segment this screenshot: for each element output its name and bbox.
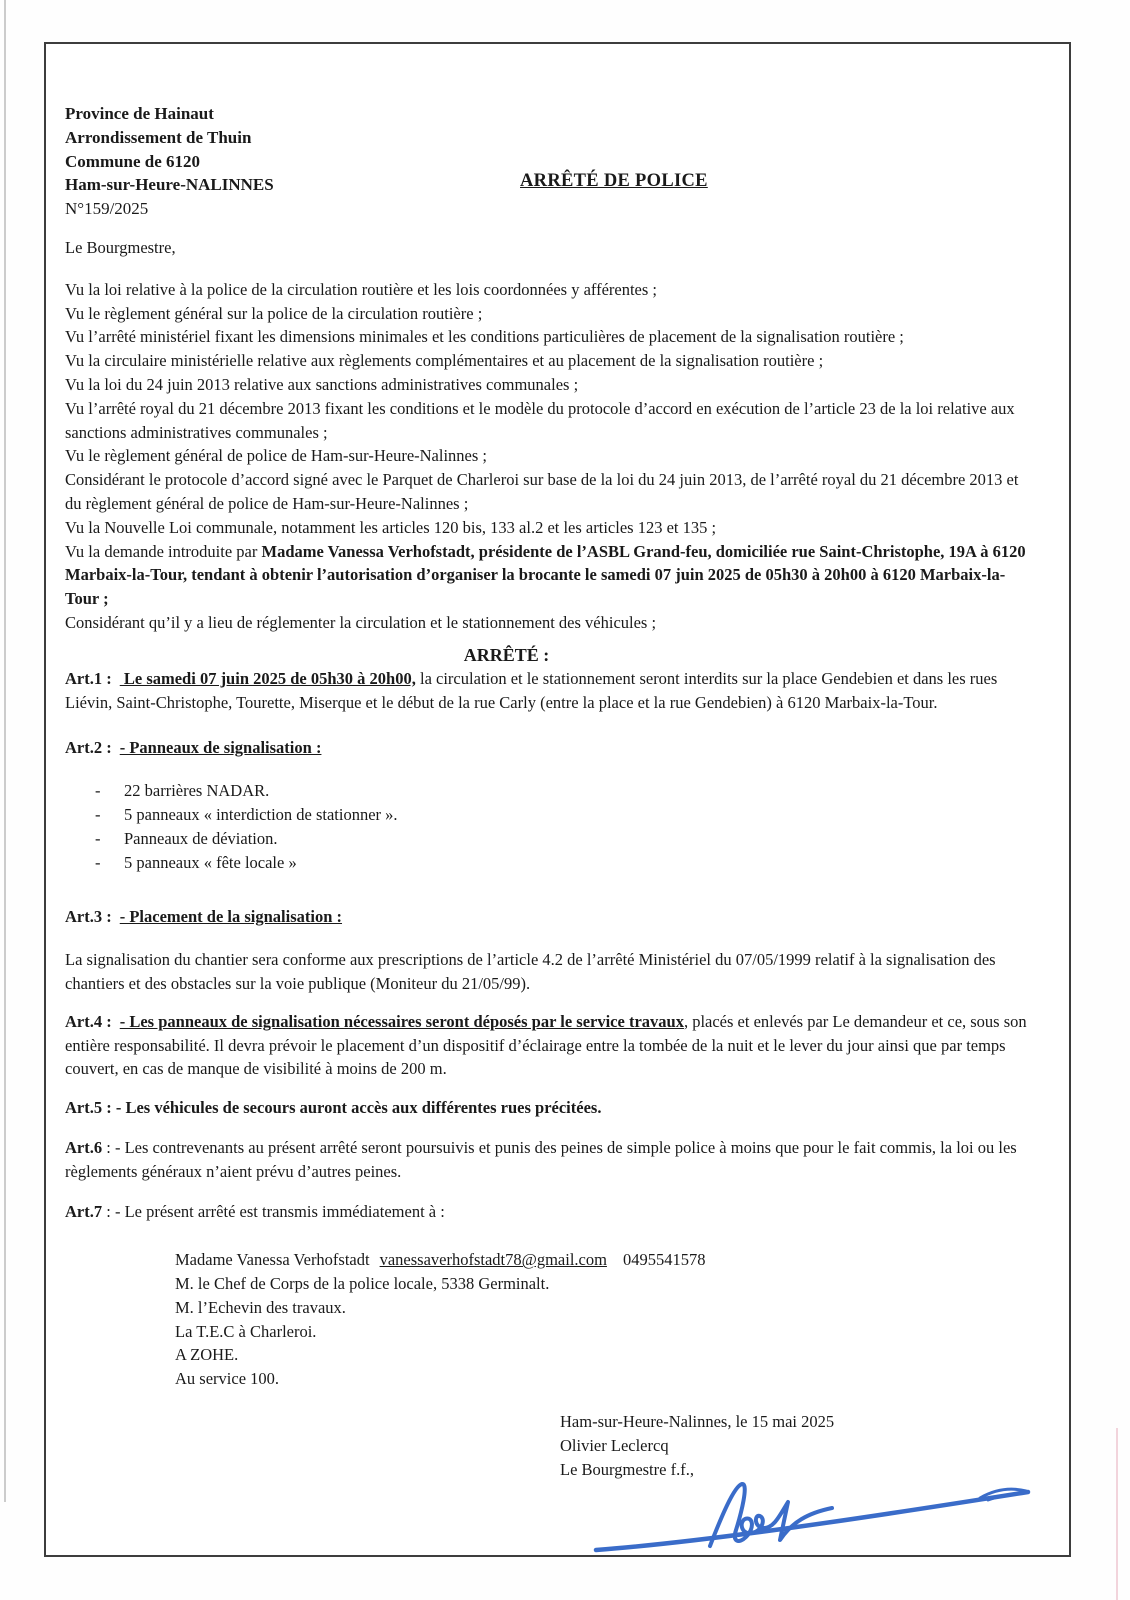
article-1-body: la circulation et le stationnement seront interdits sur la place Gendebien et dans les rues Liévin, Saint-Christophe, Tourette, Miserque et le début de la rue Carly (entre la place et la rue Gendebien) à 6120 Marbaix-la-Tour. — [65, 668, 998, 712]
preamble-line: Vu le règlement général de police de Ham-sur-Heure-Nalinnes ; — [65, 446, 487, 466]
article-3-label: Art.3 : — [65, 907, 112, 927]
scan-artifact-line-left — [4, 0, 6, 1502]
list-dash: - — [95, 804, 101, 824]
preamble-line: Vu l’arrêté royal du 21 décembre 2013 fixant les conditions et le modèle du protocole d’accord en exécution de l’article 23 de la loi relative aux sanctions administratives communales ; — [65, 398, 1015, 442]
decree-number: N°159/2025 — [65, 199, 149, 219]
article-6 — [65, 1136, 1028, 1184]
preamble-line: Vu la loi du 24 juin 2013 relative aux sanctions administratives communales ; — [65, 374, 579, 394]
letterhead-commune-name: Ham-sur-Heure-NALINNES — [65, 175, 274, 195]
article-2-label: Art.2 : — [65, 738, 112, 758]
list-item — [65, 803, 1028, 827]
recipient-email-link[interactable]: vanessaverhofstadt78@gmail.com — [379, 1250, 607, 1270]
demande-bold: Madame Vanessa Verhofstadt, présidente de l’ASBL Grand-feu, domiciliée rue Saint-Christophe, 19A à 6120 Marbaix-la-Tour, tendant à obtenir l’autorisation d’organiser la brocante le samedi 07 juin 2025 de 05h30 à 20h00 à 6120 Marbaix-la-Tour ; — [65, 541, 1026, 609]
list-item-text: 5 panneaux « fête locale » — [124, 852, 297, 872]
page-border-frame — [44, 42, 1071, 1557]
demande-prefix: Vu la demande introduite par — [65, 541, 262, 561]
recipient-line: M. l’Echevin des travaux. — [175, 1297, 346, 1317]
recipient-line: A ZOHE. — [175, 1345, 239, 1365]
document-title: ARRÊTÉ DE POLICE — [520, 171, 708, 191]
article-3-heading — [65, 905, 1028, 929]
article-2-title: - Panneaux de signalisation : — [119, 738, 322, 758]
recipient-primary — [175, 1248, 1028, 1272]
recipient-line: La T.E.C à Charleroi. — [175, 1321, 317, 1341]
recipient-phone: 0495541578 — [622, 1250, 706, 1270]
article-1-period: Le samedi 07 juin 2025 de 05h30 à 20h00, — [119, 668, 416, 688]
letterhead-province: Province de Hainaut — [65, 104, 214, 123]
article-4 — [65, 1010, 1028, 1081]
preamble-line-demande — [65, 540, 1028, 611]
article-4-body: , placés et enlevés par Le demandeur et ce, sous son entière responsabilité. Il devra prévoir le placement d’un dispositif d’éclairage entre la tombée de la nuit et le lever du jour ainsi que par temps couvert, en cas de manque de visibilité à moins de 200 m. — [65, 1011, 1027, 1079]
recipients-list — [175, 1248, 1028, 1391]
article-3-body: La signalisation du chantier sera conforme aux prescriptions de l’article 4.2 de l’arrêté Ministériel du 07/05/1999 relatif à la signalisation des chantiers et des obstacles sur la voie publique (Moniteur du 21/05/99). — [65, 950, 996, 993]
article-1 — [65, 667, 1028, 715]
letterhead-arrondissement: Arrondissement de Thuin — [65, 127, 252, 147]
list-dash: - — [95, 828, 101, 848]
closing-place-date: Ham-sur-Heure-Nalinnes, le 15 mai 2025 — [560, 1412, 835, 1432]
list-dash: - — [95, 781, 101, 801]
article-4-underlined: - Les panneaux de signalisation nécessaires seront déposés par le service travaux — [119, 1011, 684, 1031]
preamble-line: Vu la loi relative à la police de la circulation routière et les lois coordonnées y afférentes ; — [65, 279, 658, 299]
recipient-line: M. le Chef de Corps de la police locale, 5338 Germinalt. — [175, 1274, 550, 1294]
list-item-text: 22 barrières NADAR. — [124, 781, 270, 801]
article-2-heading — [65, 736, 1028, 760]
article-6-label: Art.6 — [65, 1137, 103, 1157]
article-7-label: Art.7 — [65, 1202, 103, 1222]
decree-title: ARRÊTÉ : — [463, 644, 550, 665]
list-item-text: Panneaux de déviation. — [124, 828, 278, 848]
preamble-line: Considérant le protocole d’accord signé avec le Parquet de Charleroi sur base de la loi du 24 juin 2013, de l’arrêté royal du 21 décembre 2013 et du règlement général de police de Ham-sur-Heure-Nalinnes ; — [65, 470, 1019, 513]
letterhead-commune: Commune de 6120 — [65, 151, 201, 171]
article-4-label: Art.4 : — [65, 1011, 112, 1031]
letterhead — [65, 102, 1028, 221]
signal-panels-list — [65, 779, 1028, 874]
article-3-title: - Placement de la signalisation : — [119, 907, 343, 927]
article-7-body: : - Le présent arrêté est transmis immédiatement à : — [102, 1202, 445, 1222]
closing-signatory-role: Le Bourgmestre f.f., — [560, 1459, 694, 1479]
list-item-text: 5 panneaux « interdiction de stationner ». — [124, 804, 398, 824]
list-dash: - — [95, 852, 101, 872]
list-item — [65, 779, 1028, 803]
preamble-line: Vu l’arrêté ministériel fixant les dimensions minimales et les conditions particulières de placement de la signalisation routière ; — [65, 327, 904, 347]
preamble-line: Vu le règlement général sur la police de la circulation routière ; — [65, 303, 483, 323]
list-item — [65, 851, 1028, 875]
article-7 — [65, 1200, 1028, 1224]
article-1-label: Art.1 : — [65, 668, 112, 688]
preamble-line: Vu la circulaire ministérielle relative aux règlements complémentaires et au placement de la signalisation routière ; — [65, 351, 824, 371]
recipient-name: Madame Vanessa Verhofstadt — [175, 1250, 370, 1270]
article-6-body: : - Les contrevenants au présent arrêté seront poursuivis et punis des peines de simple police à moins que pour le fait commis, la loi ou les règlements généraux n’aient prévu d’autres peines. — [65, 1137, 1017, 1181]
list-item — [65, 827, 1028, 851]
preamble-line: Considérant qu’il y a lieu de réglementer la circulation et le stationnement des véhicules ; — [65, 612, 657, 632]
preamble — [65, 278, 1028, 635]
scan-artifact-line-right — [1116, 1428, 1118, 1600]
recipient-line: Au service 100. — [175, 1369, 280, 1389]
preamble-line: Vu la Nouvelle Loi communale, notamment les articles 120 bis, 133 al.2 et les articles 123 et 135 ; — [65, 517, 717, 537]
closing-signatory-name: Olivier Leclercq — [560, 1435, 669, 1455]
closing-block — [560, 1410, 1028, 1481]
article-5: Art.5 : - Les véhicules de secours auront accès aux différentes rues précitées. — [65, 1098, 602, 1118]
salutation: Le Bourgmestre, — [65, 237, 176, 257]
